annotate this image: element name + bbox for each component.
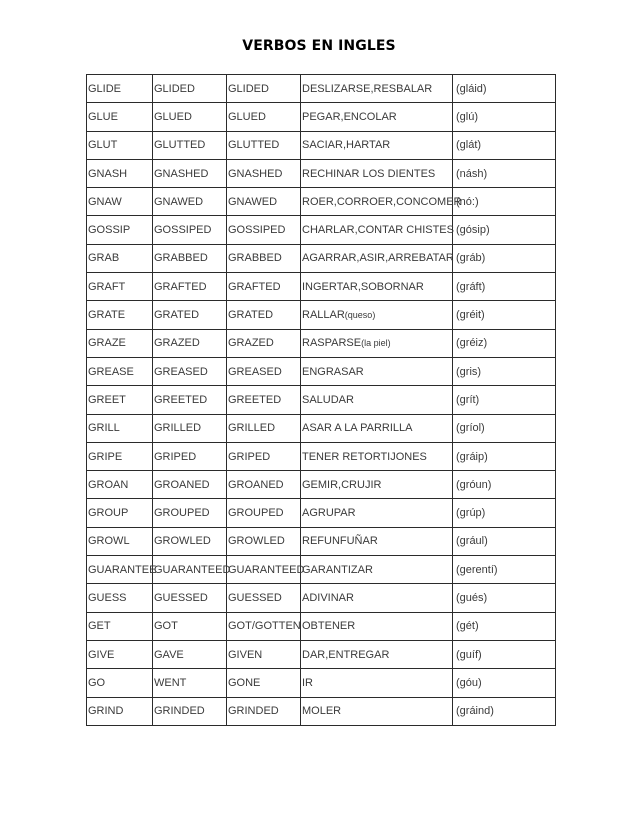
meaning-cell: ROER,CORROER,CONCOMER bbox=[301, 188, 453, 216]
meaning-cell: GEMIR,CRUJIR bbox=[301, 471, 453, 499]
past-participle-cell: GRAZED bbox=[227, 329, 301, 357]
pronunciation-cell: (gráft) bbox=[453, 273, 556, 301]
meaning-cell: INGERTAR,SOBORNAR bbox=[301, 273, 453, 301]
base-form-cell: GET bbox=[87, 612, 153, 640]
table-row bbox=[87, 471, 556, 499]
base-form-cell: GNASH bbox=[87, 159, 153, 187]
table-row bbox=[87, 556, 556, 584]
table-row bbox=[87, 131, 556, 159]
table-row bbox=[87, 499, 556, 527]
table-row bbox=[87, 103, 556, 131]
meaning-cell: SACIAR,HARTAR bbox=[301, 131, 453, 159]
meaning-cell: RECHINAR LOS DIENTES bbox=[301, 159, 453, 187]
past-participle-cell: GLIDED bbox=[227, 75, 301, 103]
base-form-cell: GLUT bbox=[87, 131, 153, 159]
pronunciation-cell: (gués) bbox=[453, 584, 556, 612]
base-form-cell: GRATE bbox=[87, 301, 153, 329]
past-tense-cell: GAVE bbox=[153, 640, 227, 668]
table-row bbox=[87, 301, 556, 329]
pronunciation-cell: (glú) bbox=[453, 103, 556, 131]
past-participle-cell: GRAFTED bbox=[227, 273, 301, 301]
past-tense-cell: WENT bbox=[153, 669, 227, 697]
meaning-cell: CHARLAR,CONTAR CHISTES bbox=[301, 216, 453, 244]
meaning-note: (queso) bbox=[344, 310, 376, 321]
table-row bbox=[87, 329, 556, 357]
past-tense-cell: GUARANTEED bbox=[153, 556, 227, 584]
past-participle-cell: GOT/GOTTEN bbox=[227, 612, 301, 640]
meaning-text: RALLAR bbox=[302, 309, 345, 322]
past-participle-cell: GUESSED bbox=[227, 584, 301, 612]
pronunciation-cell: (násh) bbox=[453, 159, 556, 187]
past-participle-cell: GRILLED bbox=[227, 414, 301, 442]
base-form-cell: GROAN bbox=[87, 471, 153, 499]
meaning-text: RASPARSE bbox=[302, 337, 362, 350]
pronunciation-cell: (gerentí) bbox=[453, 556, 556, 584]
past-participle-cell: GNASHED bbox=[227, 159, 301, 187]
pronunciation-cell: (nó:) bbox=[453, 188, 556, 216]
base-form-cell: GUARANTEE bbox=[87, 556, 153, 584]
past-participle-cell: GUARANTEED bbox=[227, 556, 301, 584]
pronunciation-cell: (gróun) bbox=[453, 471, 556, 499]
verbs-table bbox=[86, 74, 556, 726]
base-form-cell: GLIDE bbox=[87, 75, 153, 103]
base-form-cell: GLUE bbox=[87, 103, 153, 131]
past-participle-cell: GONE bbox=[227, 669, 301, 697]
past-tense-cell: GROANED bbox=[153, 471, 227, 499]
meaning-cell: AGRUPAR bbox=[301, 499, 453, 527]
meaning-cell: IR bbox=[301, 669, 453, 697]
past-participle-cell: GREASED bbox=[227, 357, 301, 385]
past-tense-cell: GRILLED bbox=[153, 414, 227, 442]
past-tense-cell: GRINDED bbox=[153, 697, 227, 725]
base-form-cell: GIVE bbox=[87, 640, 153, 668]
meaning-note: (la piel) bbox=[361, 338, 391, 349]
table-row bbox=[87, 527, 556, 555]
base-form-cell: GRIPE bbox=[87, 442, 153, 470]
base-form-cell: GUESS bbox=[87, 584, 153, 612]
base-form-cell: GROWL bbox=[87, 527, 153, 555]
meaning-cell: MOLER bbox=[301, 697, 453, 725]
base-form-cell: GRAB bbox=[87, 244, 153, 272]
past-participle-cell: GROANED bbox=[227, 471, 301, 499]
pronunciation-cell: (gósip) bbox=[453, 216, 556, 244]
pronunciation-cell: (gréiz) bbox=[453, 329, 556, 357]
past-tense-cell: GOSSIPED bbox=[153, 216, 227, 244]
table-row bbox=[87, 584, 556, 612]
past-participle-cell: GRATED bbox=[227, 301, 301, 329]
base-form-cell: GOSSIP bbox=[87, 216, 153, 244]
meaning-cell: SALUDAR bbox=[301, 386, 453, 414]
meaning-cell: ENGRASAR bbox=[301, 357, 453, 385]
base-form-cell: GREET bbox=[87, 386, 153, 414]
table-row bbox=[87, 216, 556, 244]
table-row bbox=[87, 188, 556, 216]
pronunciation-cell: (góu) bbox=[453, 669, 556, 697]
past-tense-cell: GROWLED bbox=[153, 527, 227, 555]
past-participle-cell: GREETED bbox=[227, 386, 301, 414]
past-participle-cell: GROWLED bbox=[227, 527, 301, 555]
base-form-cell: GNAW bbox=[87, 188, 153, 216]
table-row bbox=[87, 244, 556, 272]
meaning-cell: PEGAR,ENCOLAR bbox=[301, 103, 453, 131]
past-tense-cell: GROUPED bbox=[153, 499, 227, 527]
pronunciation-cell: (gris) bbox=[453, 357, 556, 385]
past-tense-cell: GNAWED bbox=[153, 188, 227, 216]
table-row bbox=[87, 357, 556, 385]
past-tense-cell: GRABBED bbox=[153, 244, 227, 272]
table-row bbox=[87, 442, 556, 470]
table-row bbox=[87, 640, 556, 668]
base-form-cell: GRAFT bbox=[87, 273, 153, 301]
past-tense-cell: GLIDED bbox=[153, 75, 227, 103]
pronunciation-cell: (glát) bbox=[453, 131, 556, 159]
meaning-cell: GARANTIZAR bbox=[301, 556, 453, 584]
meaning-cell: ADIVINAR bbox=[301, 584, 453, 612]
page-title: VERBOS EN INGLES bbox=[242, 38, 396, 54]
past-participle-cell: GIVEN bbox=[227, 640, 301, 668]
table-row bbox=[87, 697, 556, 725]
past-participle-cell: GOSSIPED bbox=[227, 216, 301, 244]
pronunciation-cell: (grít) bbox=[453, 386, 556, 414]
meaning-cell: AGARRAR,ASIR,ARREBATAR bbox=[301, 244, 453, 272]
meaning-cell bbox=[301, 329, 453, 357]
base-form-cell: GREASE bbox=[87, 357, 153, 385]
pronunciation-cell: (grúp) bbox=[453, 499, 556, 527]
past-tense-cell: GUESSED bbox=[153, 584, 227, 612]
past-tense-cell: GOT bbox=[153, 612, 227, 640]
table-row bbox=[87, 75, 556, 103]
pronunciation-cell: (gráip) bbox=[453, 442, 556, 470]
past-participle-cell: GRABBED bbox=[227, 244, 301, 272]
past-tense-cell: GRIPED bbox=[153, 442, 227, 470]
past-participle-cell: GLUED bbox=[227, 103, 301, 131]
past-tense-cell: GREASED bbox=[153, 357, 227, 385]
table-row bbox=[87, 273, 556, 301]
meaning-cell: OBTENER bbox=[301, 612, 453, 640]
pronunciation-cell: (gráind) bbox=[453, 697, 556, 725]
meaning-cell: DESLIZARSE,RESBALAR bbox=[301, 75, 453, 103]
base-form-cell: GO bbox=[87, 669, 153, 697]
pronunciation-cell: (gríol) bbox=[453, 414, 556, 442]
past-tense-cell: GRAZED bbox=[153, 329, 227, 357]
meaning-cell: ASAR A LA PARRILLA bbox=[301, 414, 453, 442]
meaning-cell: REFUNFUÑAR bbox=[301, 527, 453, 555]
pronunciation-cell: (gráb) bbox=[453, 244, 556, 272]
pronunciation-cell: (gláid) bbox=[453, 75, 556, 103]
past-participle-cell: GRIPED bbox=[227, 442, 301, 470]
pronunciation-cell: (guíf) bbox=[453, 640, 556, 668]
table-row bbox=[87, 386, 556, 414]
table-row bbox=[87, 612, 556, 640]
base-form-cell: GRILL bbox=[87, 414, 153, 442]
table-row bbox=[87, 414, 556, 442]
pronunciation-cell: (grául) bbox=[453, 527, 556, 555]
past-participle-cell: GROUPED bbox=[227, 499, 301, 527]
meaning-cell: TENER RETORTIJONES bbox=[301, 442, 453, 470]
past-participle-cell: GLUTTED bbox=[227, 131, 301, 159]
past-tense-cell: GLUTTED bbox=[153, 131, 227, 159]
pronunciation-cell: (gét) bbox=[453, 612, 556, 640]
base-form-cell: GROUP bbox=[87, 499, 153, 527]
meaning-cell bbox=[301, 301, 453, 329]
table-row bbox=[87, 159, 556, 187]
past-participle-cell: GRINDED bbox=[227, 697, 301, 725]
past-tense-cell: GLUED bbox=[153, 103, 227, 131]
past-participle-cell: GNAWED bbox=[227, 188, 301, 216]
base-form-cell: GRAZE bbox=[87, 329, 153, 357]
table-row bbox=[87, 669, 556, 697]
past-tense-cell: GREETED bbox=[153, 386, 227, 414]
meaning-cell: DAR,ENTREGAR bbox=[301, 640, 453, 668]
past-tense-cell: GRATED bbox=[153, 301, 227, 329]
past-tense-cell: GNASHED bbox=[153, 159, 227, 187]
base-form-cell: GRIND bbox=[87, 697, 153, 725]
past-tense-cell: GRAFTED bbox=[153, 273, 227, 301]
pronunciation-cell: (gréit) bbox=[453, 301, 556, 329]
